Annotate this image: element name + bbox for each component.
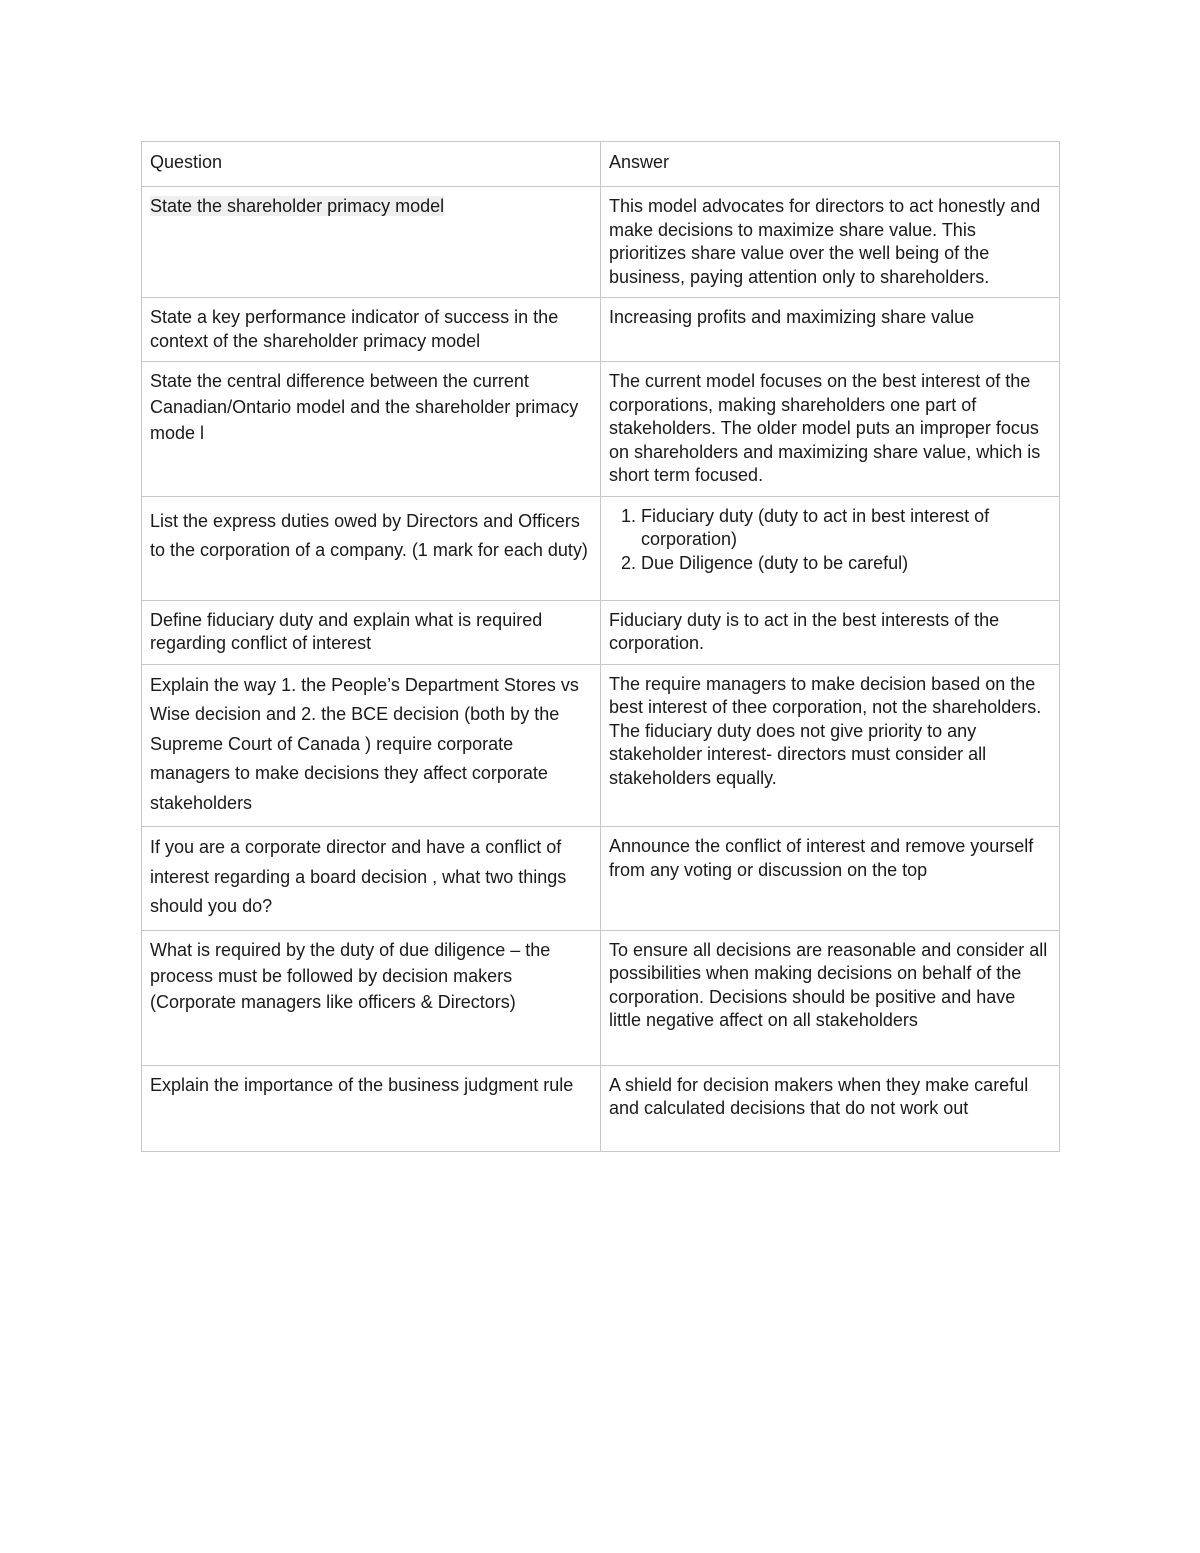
answer-cell: Fiduciary duty is to act in the best interests of the corporation. — [601, 600, 1060, 664]
table-row — [142, 298, 1060, 362]
table-row — [142, 827, 1060, 931]
question-cell: List the express duties owed by Directors and Officers to the corporation of a company. (1 mark for each duty) — [142, 496, 601, 600]
answer-cell: The current model focuses on the best interest of the corporations, making shareholders one part of stakeholders. The older model puts an improper focus on shareholders and maximizing share value, which is short term focused. — [601, 362, 1060, 497]
table-row — [142, 930, 1060, 1065]
answer-cell: A shield for decision makers when they make careful and calculated decisions that do not work out — [601, 1065, 1060, 1151]
qa-table — [141, 141, 1060, 1152]
answer-header: Answer — [601, 142, 1060, 187]
question-cell: Define fiduciary duty and explain what is required regarding conflict of interest — [142, 600, 601, 664]
table-row — [142, 664, 1060, 827]
table-row — [142, 496, 1060, 600]
answer-cell: Increasing profits and maximizing share value — [601, 298, 1060, 362]
table-row — [142, 1065, 1060, 1151]
table-header-row — [142, 142, 1060, 187]
question-text: State the shareholder primacy model — [150, 196, 445, 216]
question-cell: State a key performance indicator of success in the context of the shareholder primacy model — [142, 298, 601, 362]
list-item: 2. Due Diligence (duty to be careful) — [641, 552, 1052, 576]
answer-cell: This model advocates for directors to act honestly and make decisions to maximize share value. This prioritizes share value over the well being of the business, paying attention only to shareholders. — [601, 187, 1060, 298]
table-row — [142, 600, 1060, 664]
question-header: Question — [142, 142, 601, 187]
question-cell: What is required by the duty of due diligence – the process must be followed by decision makers (Corporate managers like officers & Directors) — [142, 930, 601, 1065]
answer-cell — [601, 496, 1060, 600]
table-row — [142, 362, 1060, 497]
answer-cell: To ensure all decisions are reasonable and consider all possibilities when making decisions on behalf of the corporation. Decisions should be positive and have little negative affect on all stakeholders — [601, 930, 1060, 1065]
table-row — [142, 187, 1060, 298]
question-cell — [142, 187, 601, 298]
answer-cell: The require managers to make decision based on the best interest of thee corporation, not the shareholders. The fiduciary duty does not give priority to any stakeholder interest- directors must consider all stakeholders equally. — [601, 664, 1060, 827]
question-cell: Explain the way 1. the People’s Department Stores vs Wise decision and 2. the BCE decision (both by the Supreme Court of Canada ) require corporate managers to make decisions they affect corporate stakeholders — [142, 664, 601, 827]
duties-list — [609, 505, 1052, 576]
question-cell: If you are a corporate director and have a conflict of interest regarding a board decision , what two things should you do? — [142, 827, 601, 931]
list-item: 1. Fiduciary duty (duty to act in best interest of corporation) — [641, 505, 1052, 552]
question-cell: Explain the importance of the business judgment rule — [142, 1065, 601, 1151]
answer-cell: Announce the conflict of interest and remove yourself from any voting or discussion on the top — [601, 827, 1060, 931]
question-cell: State the central difference between the current Canadian/Ontario model and the shareholder primacy mode l — [142, 362, 601, 497]
